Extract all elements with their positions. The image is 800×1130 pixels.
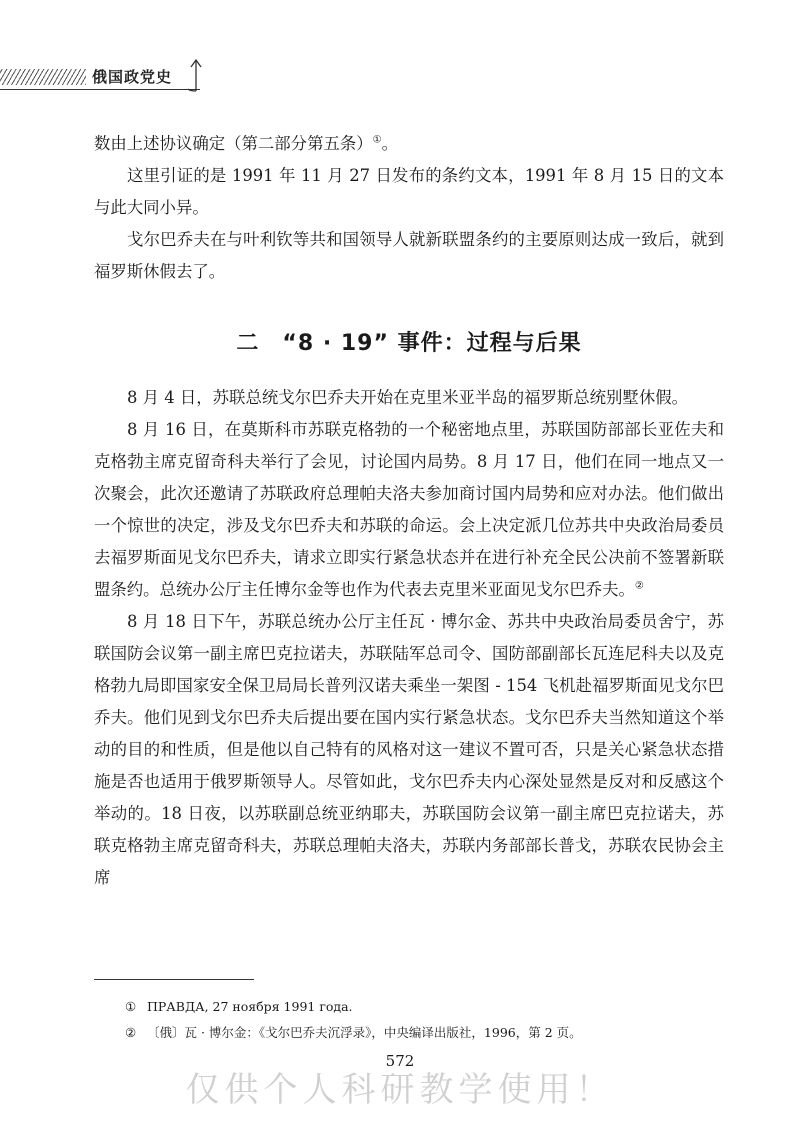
footnote-mark: ② — [125, 1025, 137, 1040]
section-heading: 二 “8 · 19” 事件：过程与后果 — [236, 331, 582, 356]
footnote-mark: ① — [125, 999, 137, 1014]
section-paragraph: 8 月 16 日，在莫斯科市苏联克格勃的一个秘密地点里，苏联国防部部长亚佐夫和克格勃主席克留奇科夫举行了会见，讨论国内局势。8 月 17 日，他们在同一地点又一次聚会，此次还邀请了苏联政府总理帕夫洛夫参加商讨国内局势和应对办法。他们做出一个惊世的决定，涉及戈尔巴乔夫和苏联的命运。会上决定派几位苏共中央政治局委员去福罗斯面见戈尔巴乔夫，请求立即实行紧急状态并在进行补充全民公决前不签署新联盟条约。总统办公厅主任博尔金等也作为代表去克里米亚面见戈尔巴乔夫。② — [94, 420, 724, 599]
footnote-ref-1: ① — [372, 134, 382, 146]
section-paragraph: 8 月 18 日下午，苏联总统办公厅主任瓦 · 博尔金、苏共中央政治局委员舍宁，苏联国防会议第一副主席巴克拉诺夫，苏联陆军总司令、国防部副部长瓦连尼科夫以及克格勃九局即国家安全保卫局局长普列汉诺夫乘坐一架图 - 154 飞机赴福罗斯面见戈尔巴乔夫。他们见到戈尔巴乔夫后提出要在国内实行紧急状态。戈尔巴乔夫当然知道这个举动的目的和性质，但是他以自己特有的风格对这一建议不置可否，只是关心紧急状态措施是否也适用于俄罗斯领导人。尽管如此，戈尔巴乔夫内心深处显然是反对和反感这个举动的。18 日夜，以苏联副总统亚纳耶夫，苏联国防会议第一副主席巴克拉诺夫，苏联克格勃主席克留奇科夫，苏联总理帕夫洛夫，苏联内务部部长普戈，苏联农民协会主席 — [94, 612, 724, 887]
footnotes — [125, 994, 725, 1046]
footnote-item — [125, 994, 725, 1020]
running-header — [0, 58, 220, 102]
footnote-text: ПРАВДА, 27 ноября 1991 года. — [147, 999, 353, 1014]
intro-paragraph: 数由上述协议确定（第二部分第五条）①。 — [94, 134, 398, 153]
up-arrow-icon — [186, 58, 206, 92]
footnote-ref-2: ② — [634, 580, 644, 592]
intro-text — [94, 128, 724, 288]
header-rule — [0, 89, 200, 90]
footnote-text: 〔俄〕瓦 · 博尔金：《戈尔巴乔夫沉浮录》，中央编译出版社，1996，第 2 页。 — [147, 1025, 582, 1040]
page-number: 572 — [385, 1052, 415, 1070]
footnote-item — [125, 1020, 725, 1046]
watermark: 仅供个人科研教学使用！ — [185, 1070, 615, 1110]
intro-paragraph: 戈尔巴乔夫在与叶利钦等共和国领导人就新联盟条约的主要原则达成一致后，就到福罗斯休假去了。 — [94, 230, 724, 281]
book-title: 俄国政党史 — [92, 68, 173, 86]
section-text — [94, 382, 724, 894]
footnote-rule — [94, 979, 254, 980]
intro-paragraph: 这里引证的是 1991 年 11 月 27 日发布的条约文本，1991 年 8 月 15 日的文本与此大同小异。 — [94, 166, 724, 217]
section-paragraph: 8 月 4 日，苏联总统戈尔巴乔夫开始在克里米亚半岛的福罗斯总统别墅休假。 — [127, 388, 688, 407]
header-hatch-decoration — [0, 69, 86, 85]
